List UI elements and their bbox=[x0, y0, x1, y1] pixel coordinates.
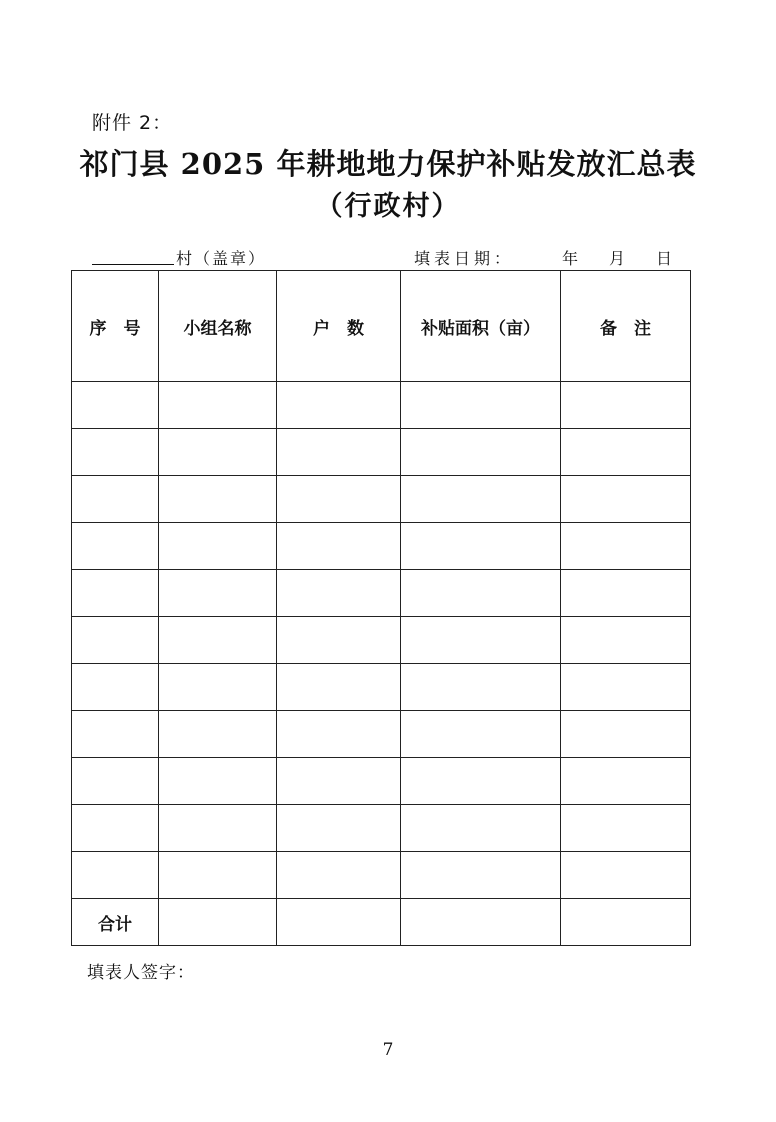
table-cell[interactable] bbox=[159, 758, 277, 805]
table-row bbox=[72, 476, 691, 523]
total-cell[interactable] bbox=[561, 899, 691, 946]
column-header-remarks: 备 注 bbox=[561, 271, 691, 382]
table-cell[interactable] bbox=[561, 711, 691, 758]
table-cell[interactable] bbox=[401, 570, 561, 617]
table-header-row bbox=[72, 271, 691, 382]
table-row bbox=[72, 711, 691, 758]
table-cell[interactable] bbox=[401, 476, 561, 523]
table-cell[interactable] bbox=[401, 711, 561, 758]
table-cell[interactable] bbox=[561, 805, 691, 852]
table-row bbox=[72, 852, 691, 899]
table-cell[interactable] bbox=[159, 617, 277, 664]
table-cell[interactable] bbox=[277, 664, 401, 711]
column-header-subsidy-area: 补贴面积（亩） bbox=[401, 271, 561, 382]
table-cell[interactable] bbox=[401, 664, 561, 711]
table-cell[interactable] bbox=[72, 429, 159, 476]
table-cell[interactable] bbox=[401, 805, 561, 852]
table-cell[interactable] bbox=[277, 758, 401, 805]
table-cell[interactable] bbox=[159, 476, 277, 523]
table-row bbox=[72, 758, 691, 805]
table-cell[interactable] bbox=[561, 617, 691, 664]
table-cell[interactable] bbox=[72, 617, 159, 664]
attachment-label: 附件 2： bbox=[92, 112, 173, 134]
table-cell[interactable] bbox=[401, 429, 561, 476]
document-subtitle: （行政村） bbox=[315, 191, 461, 222]
table-cell[interactable] bbox=[561, 570, 691, 617]
table-cell[interactable] bbox=[159, 523, 277, 570]
table-cell[interactable] bbox=[72, 664, 159, 711]
village-seal-label: 村（盖章） bbox=[176, 249, 267, 268]
table-cell[interactable] bbox=[72, 805, 159, 852]
year-label: 年 bbox=[562, 249, 579, 268]
table-cell[interactable] bbox=[277, 852, 401, 899]
day-label: 日 bbox=[656, 249, 673, 268]
month-label: 月 bbox=[609, 249, 626, 268]
table-cell[interactable] bbox=[159, 429, 277, 476]
table-row bbox=[72, 429, 691, 476]
table-row-total bbox=[72, 899, 691, 946]
table-cell[interactable] bbox=[72, 476, 159, 523]
table-cell[interactable] bbox=[72, 758, 159, 805]
total-cell[interactable] bbox=[277, 899, 401, 946]
meta-line bbox=[0, 246, 776, 270]
table-cell[interactable] bbox=[159, 570, 277, 617]
document-title: 祁门县 2025 年耕地地力保护补贴发放汇总表 bbox=[79, 147, 697, 181]
fill-date-label: 填表日期： bbox=[414, 249, 515, 268]
table-row bbox=[72, 617, 691, 664]
table-row bbox=[72, 664, 691, 711]
table-cell[interactable] bbox=[401, 852, 561, 899]
table-cell[interactable] bbox=[561, 429, 691, 476]
total-label: 合计 bbox=[72, 899, 159, 946]
subsidy-summary-table bbox=[71, 270, 691, 946]
table-row bbox=[72, 570, 691, 617]
table-cell[interactable] bbox=[72, 523, 159, 570]
table-cell[interactable] bbox=[277, 805, 401, 852]
table-cell[interactable] bbox=[159, 711, 277, 758]
page-number: 7 bbox=[382, 1040, 394, 1060]
table-row bbox=[72, 805, 691, 852]
column-header-group-name: 小组名称 bbox=[159, 271, 277, 382]
table-row bbox=[72, 382, 691, 429]
table-cell[interactable] bbox=[561, 664, 691, 711]
column-header-households: 户 数 bbox=[277, 271, 401, 382]
table-cell[interactable] bbox=[277, 476, 401, 523]
signer-label: 填表人签字： bbox=[87, 963, 195, 983]
table-cell[interactable] bbox=[561, 382, 691, 429]
table-cell[interactable] bbox=[277, 617, 401, 664]
table-cell[interactable] bbox=[277, 570, 401, 617]
table-cell[interactable] bbox=[159, 805, 277, 852]
table-cell[interactable] bbox=[277, 523, 401, 570]
table-row bbox=[72, 523, 691, 570]
table-cell[interactable] bbox=[401, 758, 561, 805]
village-blank bbox=[92, 264, 174, 265]
table-cell[interactable] bbox=[561, 523, 691, 570]
table-cell[interactable] bbox=[159, 382, 277, 429]
table-cell[interactable] bbox=[277, 382, 401, 429]
table-cell[interactable] bbox=[159, 664, 277, 711]
table-cell[interactable] bbox=[159, 852, 277, 899]
table-cell[interactable] bbox=[72, 852, 159, 899]
table-cell[interactable] bbox=[277, 429, 401, 476]
table-cell[interactable] bbox=[561, 852, 691, 899]
table-cell[interactable] bbox=[401, 382, 561, 429]
table-cell[interactable] bbox=[72, 570, 159, 617]
total-cell[interactable] bbox=[159, 899, 277, 946]
table-cell[interactable] bbox=[277, 711, 401, 758]
table-cell[interactable] bbox=[561, 758, 691, 805]
table-body bbox=[72, 382, 691, 946]
column-header-index: 序 号 bbox=[72, 271, 159, 382]
total-cell[interactable] bbox=[401, 899, 561, 946]
table-cell[interactable] bbox=[72, 711, 159, 758]
table-cell[interactable] bbox=[72, 382, 159, 429]
table-cell[interactable] bbox=[561, 476, 691, 523]
table-cell[interactable] bbox=[401, 523, 561, 570]
table-cell[interactable] bbox=[401, 617, 561, 664]
